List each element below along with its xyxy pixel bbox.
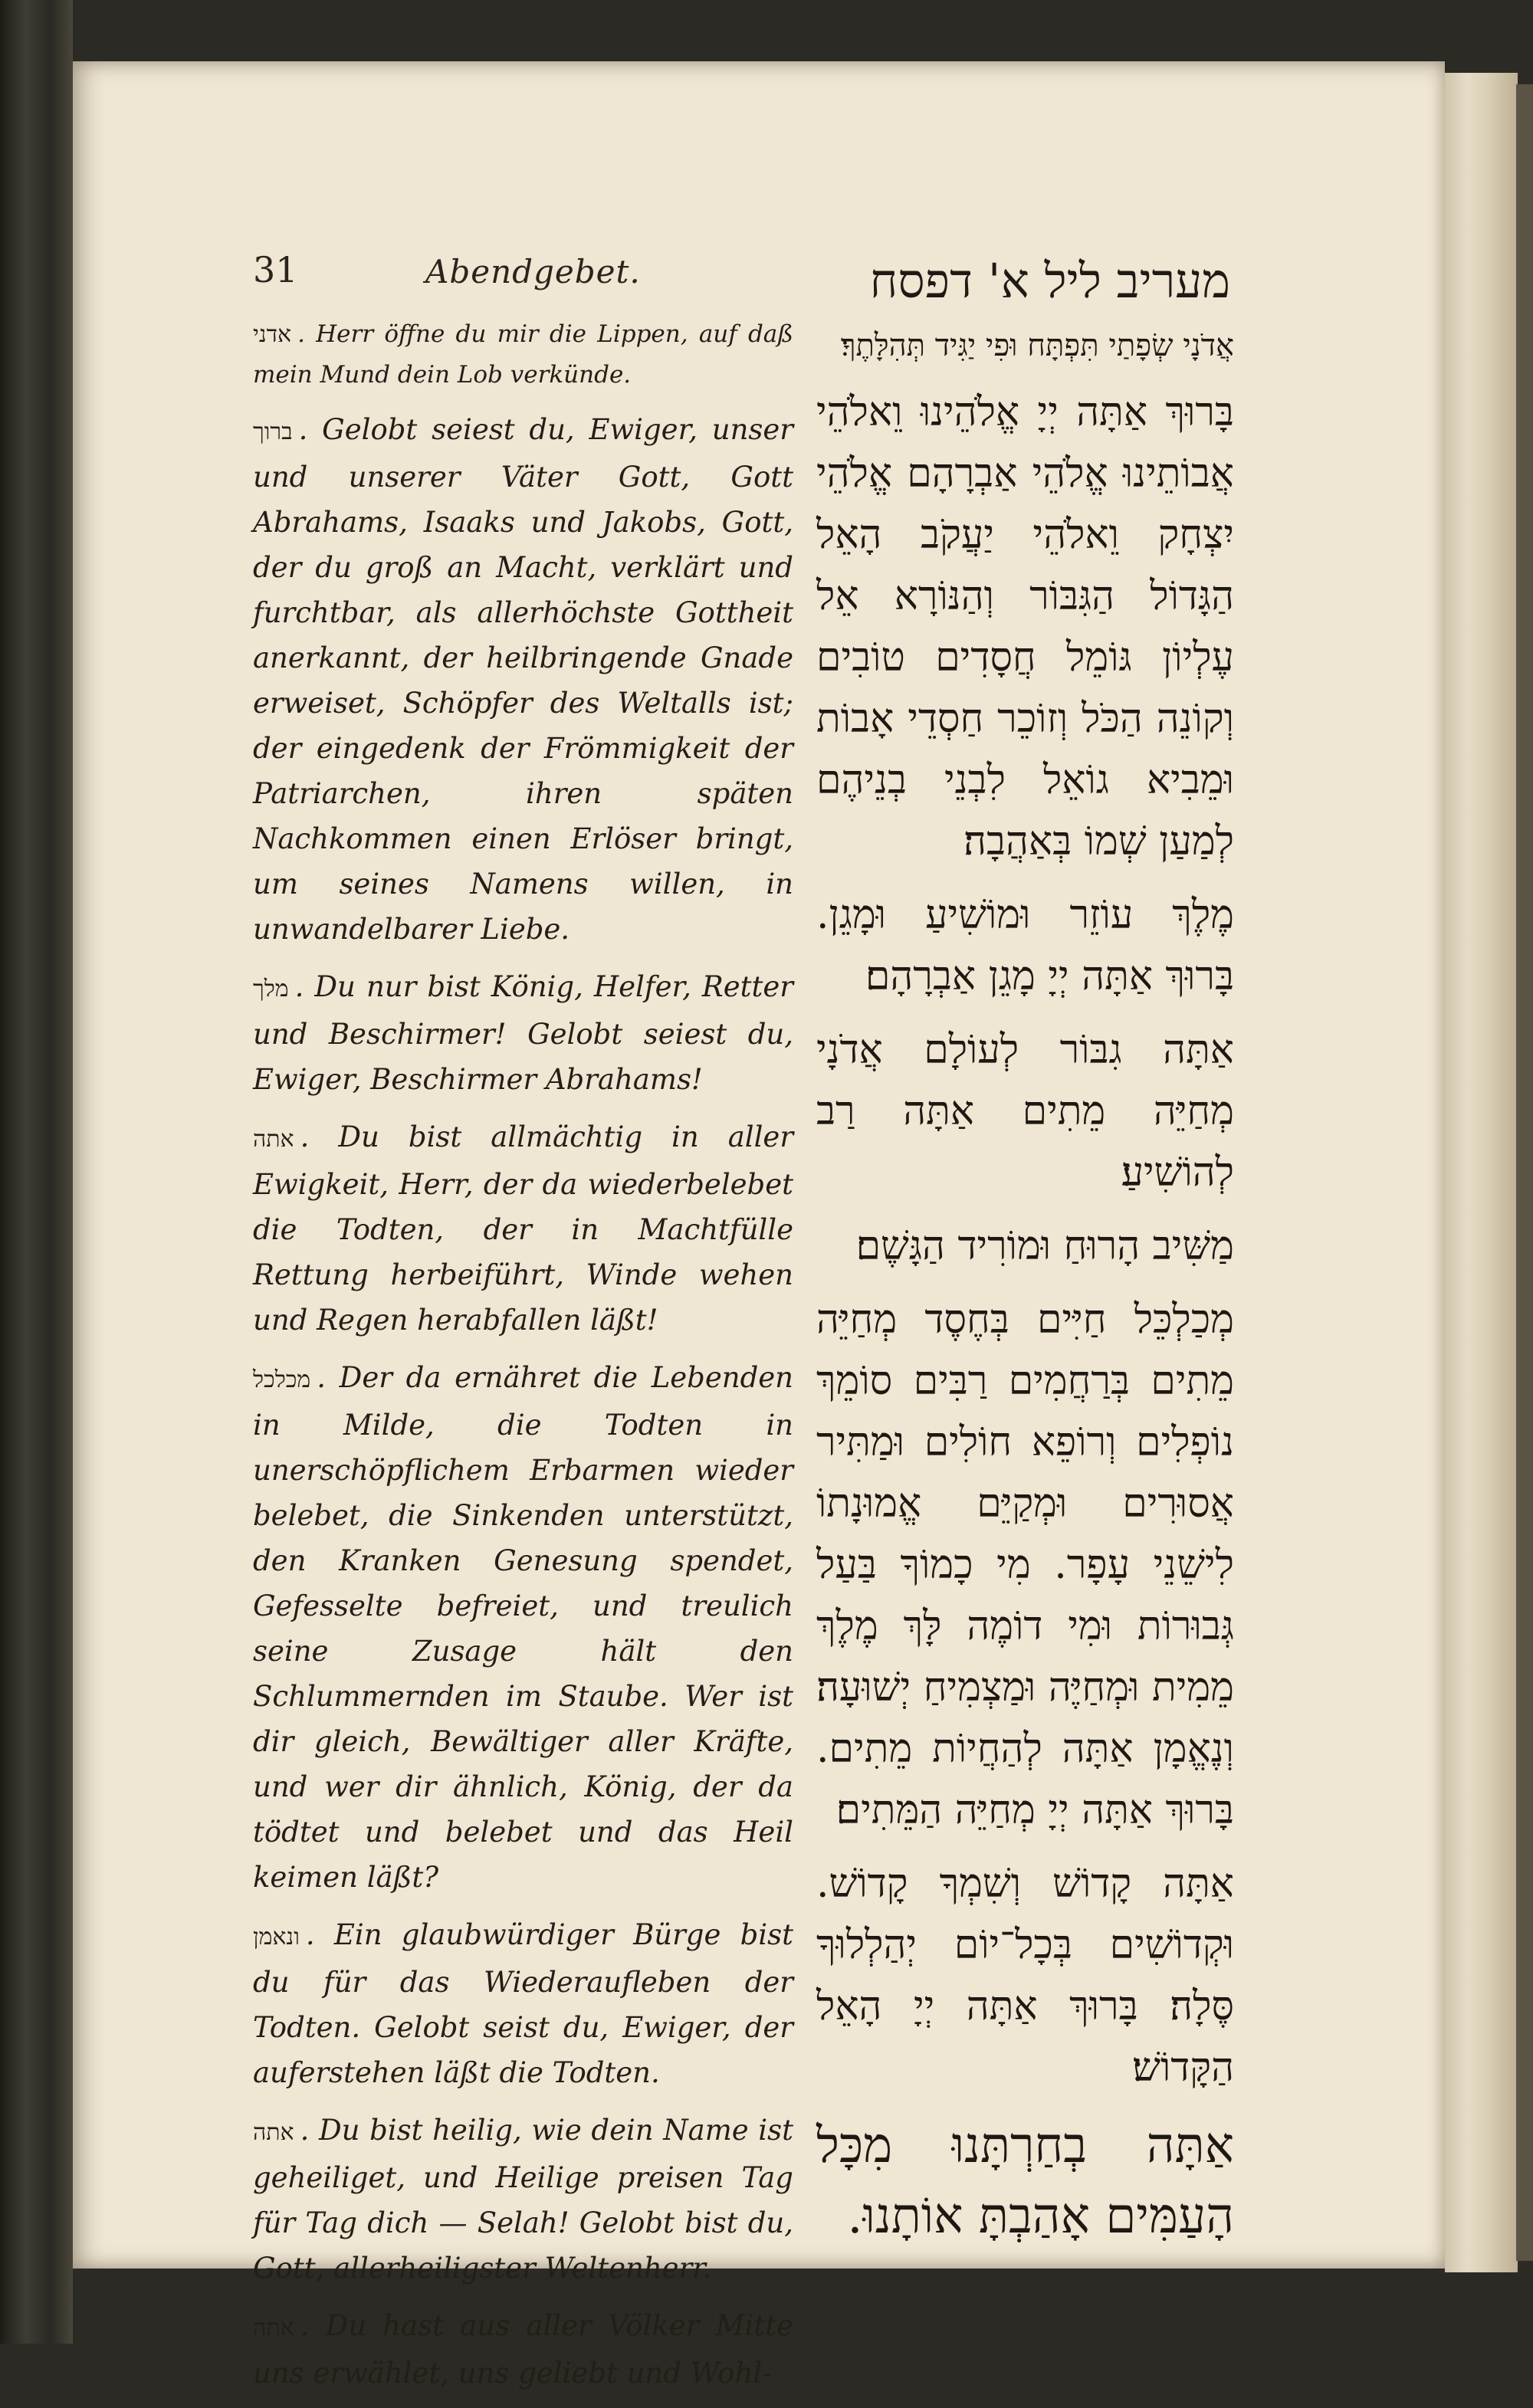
page-edge (1445, 73, 1518, 2272)
german-paragraph (253, 314, 793, 395)
hebrew-paragraph: מֶלֶךְ עוֹזֵר וּמוֹשִׁיעַ וּמָגֵן. בָּרוּךְ אַתָּה יְיָ מָגֵן אַבְרָהָם׃ (816, 892, 1234, 999)
page-number: 31 (253, 249, 298, 290)
book-binding (0, 0, 73, 2344)
hebrew-catchword: אתה (253, 2119, 294, 2146)
hebrew-paragraph: אַתָּה קָדוֹשׁ וְשִׁמְךָ קָדוֹשׁ. וּקְדוֹשִׁים בְּכָל־יוֹם יְהַלְלוּךָ סֶּלָה׃ בָּרוּךְ אַתָּה יְיָ הָאֵל הַקָּדוֹשׁ׃ (816, 1861, 1234, 2091)
paragraph-text: . Herr öffne du mir die Lippen, auf daß mein Mund dein Lob verkünde. (253, 320, 793, 389)
running-head: Abendgebet. (425, 253, 641, 290)
german-paragraph (253, 964, 793, 1102)
hebrew-catchword: אתה (253, 1126, 294, 1153)
german-paragraph (253, 2303, 793, 2396)
hebrew-catchword: מכלכל (253, 1366, 311, 1393)
german-paragraph (253, 1912, 793, 2095)
hebrew-paragraph: אֲדֹנָי שְׂפָתַי תִּפְתָּח וּפִי יַגִּיד תְּהִלָּתֶךָ׃ (840, 328, 1234, 363)
paragraph-text: . Du bist heilig, wie dein Name ist geheiliget, und Heilige preisen Tag für Tag dich — Selah! Gelobt bist du, Gott, allerheiligster Weltenherr. (253, 2114, 793, 2285)
german-paragraph (253, 1355, 793, 1900)
hebrew-paragraph: אַתָּה בְחַרְתָּנוּ מִכָּל הָעַמִּים אָהַבְתָּ אוֹתָנוּ. (816, 2118, 1234, 2245)
german-paragraph (253, 2108, 793, 2291)
german-paragraph (253, 407, 793, 952)
paragraph-text: . Du hast aus aller Völker Mitte uns erwählet, uns geliebt und Wohl- (253, 2309, 793, 2390)
book-cover-edge (1516, 84, 1533, 2261)
hebrew-prayer-column (816, 322, 1234, 2264)
paragraph-text: . Gelobt seiest du, Ewiger, unser und unserer Väter Gott, Gott Abrahams, Isaaks und Jakobs, Gott, der du groß an Macht, verklärt und furchtbar, als allerhöchste Gottheit anerkannt, der heilbringende Gnade erweiset, Schöpfer des Weltalls ist; der eingedenk der Frömmigkeit der Patriarchen, ihren späten Nachkommen einen Erlöser bringt, um seines Namens willen, in unwandelbarer Liebe. (253, 413, 793, 946)
hebrew-paragraph: אַתָּה גִבּוֹר לְעוֹלָם אֲדֹנָי מְחַיֵּה מֵתִים אַתָּה רַב לְהוֹשִׁיעַ׃ (816, 1027, 1234, 1196)
german-paragraph (253, 1114, 793, 1343)
hebrew-catchword: אתה (253, 2315, 294, 2341)
paragraph-text: . Du nur bist König, Helfer, Retter und Beschirmer! Gelobt seiest du, Ewiger, Beschirmer Abrahams! (253, 970, 793, 1096)
german-translation-column (253, 314, 793, 2408)
paragraph-text: . Du bist allmächtig in aller Ewigkeit, Herr, der da wiederbelebet die Todten, der in Machtfülle Rettung herbeiführt, Winde wehen und Regen herabfallen läßt! (253, 1120, 793, 1337)
hebrew-paragraph: בָּרוּךְ אַתָּה יְיָ אֱלֹהֵינוּ וֵאלֹהֵי אֲבוֹתֵינוּ אֱלֹהֵי אַבְרָהָם אֱלֹהֵי יִצְחָק וֵאלֹהֵי יַעֲקֹב הָאֵל הַגָּדוֹל הַגִּבּוֹר וְהַנּוֹרָא אֵל עֶלְיוֹן גּוֹמֵל חֲסָדִים טוֹבִים וְקוֹנֵה הַכֹּל וְזוֹכֵר חַסְדֵי אָבוֹת וּמֵבִיא גוֹאֵל לִבְנֵי בְנֵיהֶם לְמַעַן שְׁמוֹ בְּאַהֲבָה׃ (816, 389, 1234, 864)
paragraph-text: . Ein glaubwürdiger Bürge bist du für das Wiederaufleben der Todten. Gelobt seist du, Ewiger, der auferstehen läßt die Todten. (253, 1918, 793, 2089)
paragraph-text: . Der da ernähret die Lebenden in Milde, die Todten in unerschöpflichem Erbarmen wieder belebet, die Sinkenden unterstützt, den Kranken Genesung spendet, Gefesselte befreiet, und treulich seine Zusage hält den Schlummernden im Staube. Wer ist dir gleich, Bewältiger aller Kräfte, und wer dir ähnlich, König, der da tödtet und belebet und das Heil keimen läßt? (253, 1361, 793, 1894)
hebrew-catchword: אדני (253, 321, 292, 348)
hebrew-title: מעריב ליל א' דפסח (869, 253, 1230, 309)
hebrew-catchword: מלך (253, 976, 289, 1002)
hebrew-paragraph: מְכַלְכֵּל חַיִּים בְּחֶסֶד מְחַיֵּה מֵתִים בְּרַחֲמִים רַבִּים סוֹמֵךְ נוֹפְלִים וְרוֹפֵא חוֹלִים וּמַתִּיר אֲסוּרִים וּמְקַיֵּם אֱמוּנָתוֹ לִישֵׁנֵי עָפָר. מִי כָמוֹךָ בַּעַל גְּבוּרוֹת וּמִי דוֹמֶה לָּךְ מֶלֶךְ מֵמִית וּמְחַיֶּה וּמַצְמִיחַ יְשׁוּעָה׃ וְנֶאֱמָן אַתָּה לְהַחֲיוֹת מֵתִים. בָּרוּךְ אַתָּה יְיָ מְחַיֵּה הַמֵּתִים׃ (816, 1297, 1234, 1833)
hebrew-catchword: ברוך (253, 418, 293, 445)
hebrew-catchword: ונאמן (253, 1924, 300, 1950)
hebrew-paragraph: מַשִּׁיב הָרוּחַ וּמוֹרִיד הַגָּשֶׁם׃ (855, 1223, 1234, 1269)
